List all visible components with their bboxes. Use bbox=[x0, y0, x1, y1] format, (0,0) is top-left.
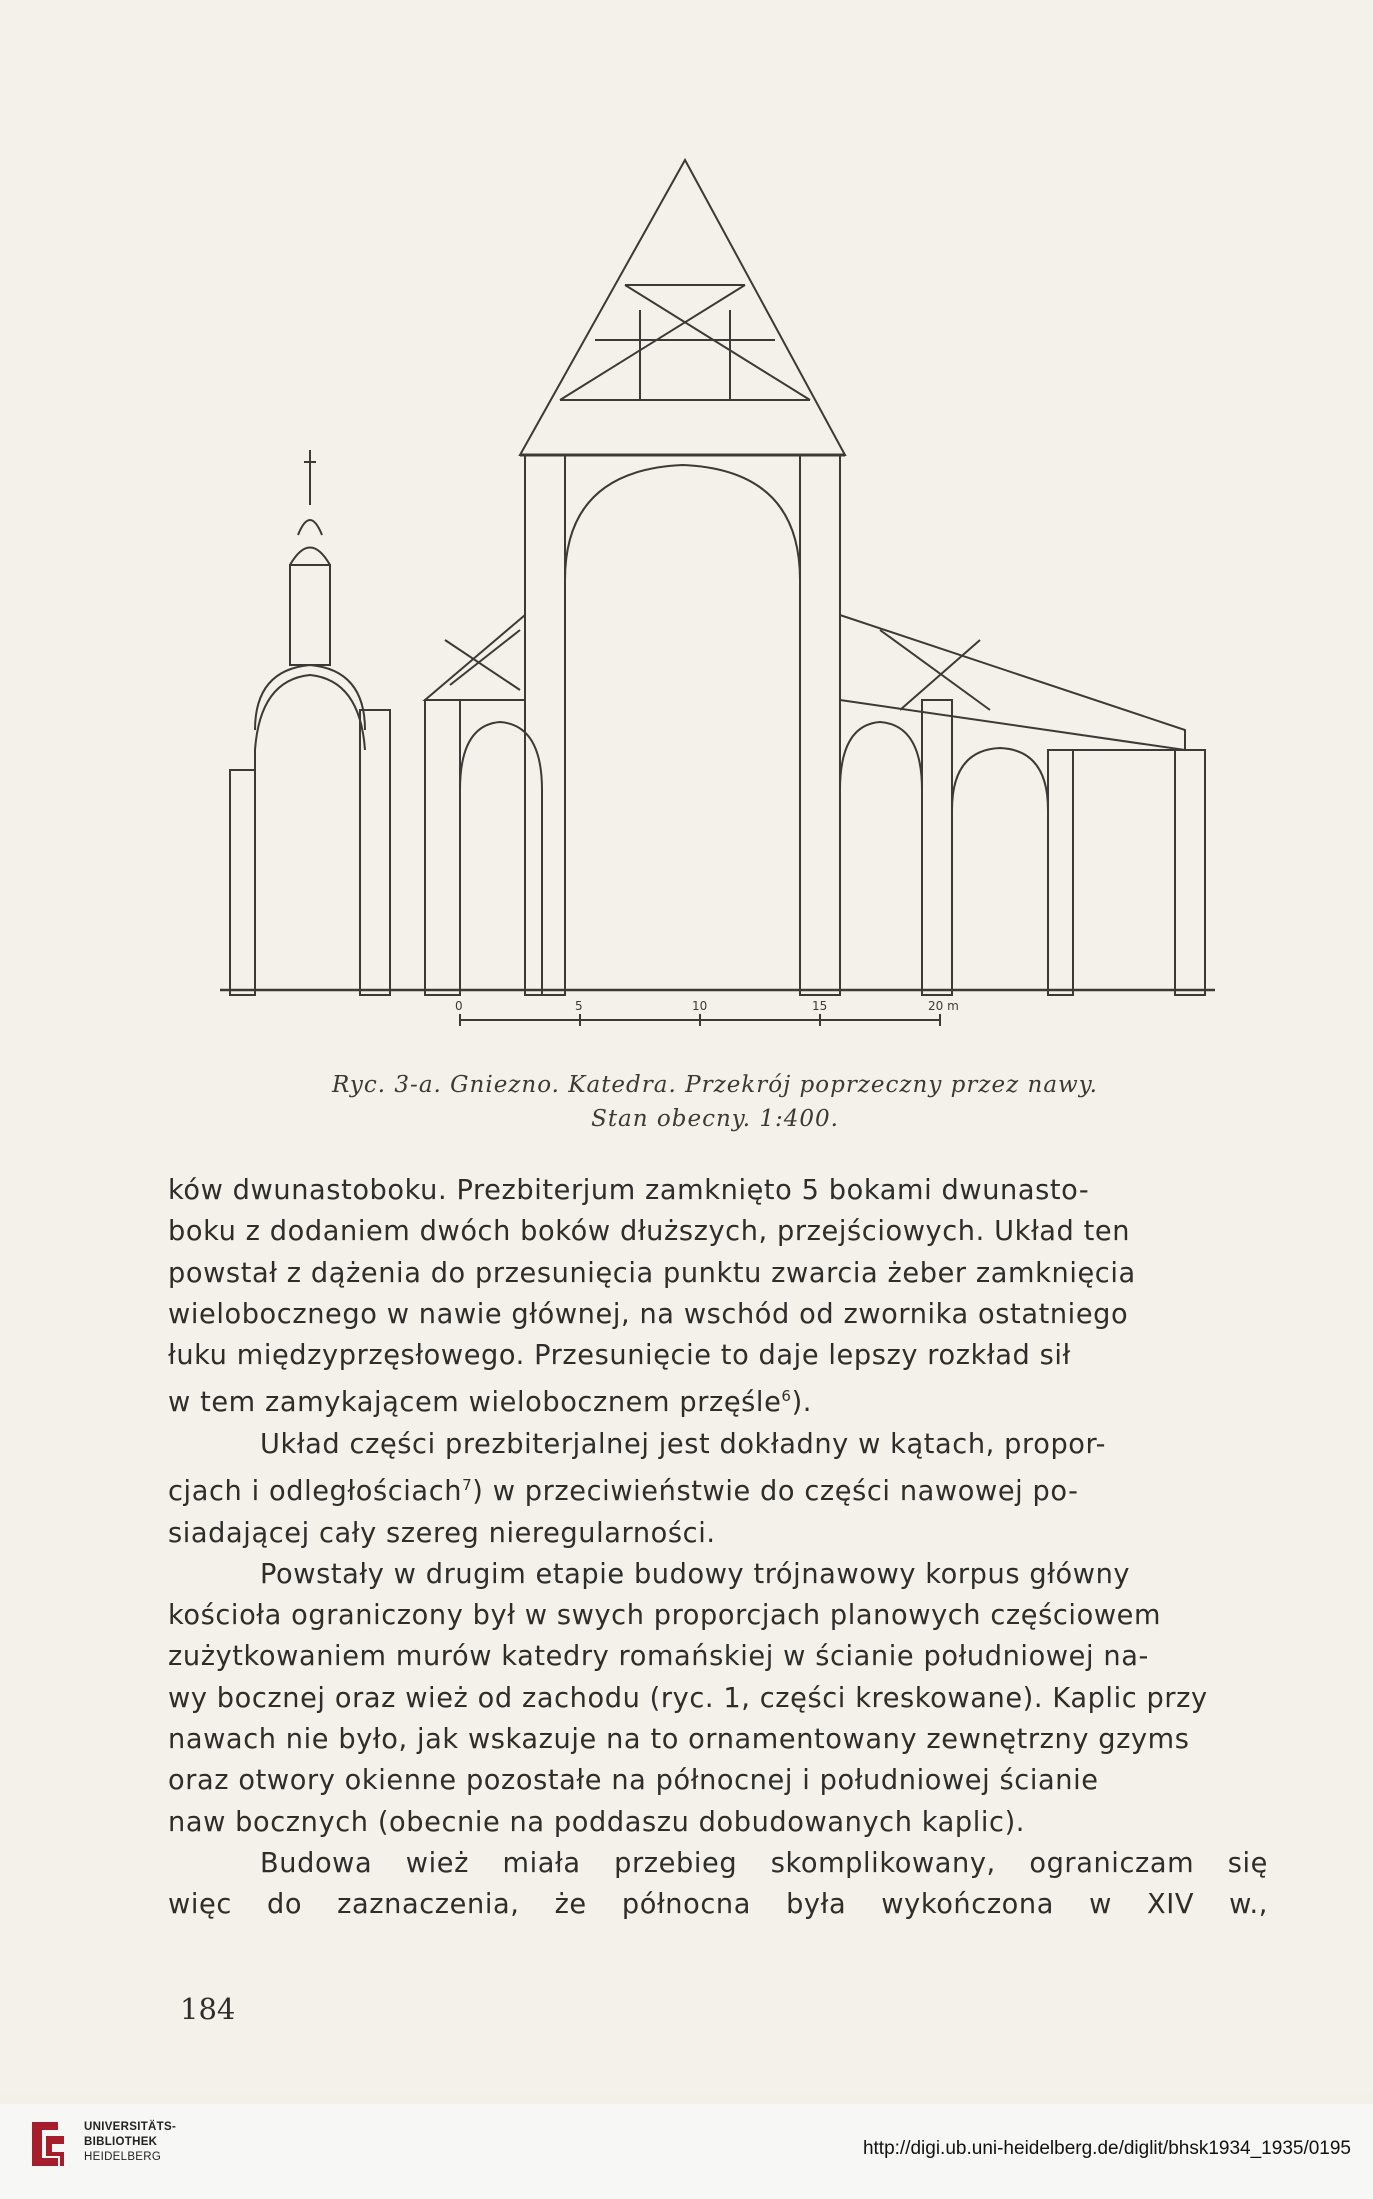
text-fragment: w tem zamykającem wielobocznem przęśle bbox=[168, 1387, 782, 1419]
library-name bbox=[84, 2120, 176, 2165]
text-line: wy bocznej oraz wież od zachodu (ryc. 1, części kreskowane). Kaplic przy bbox=[168, 1682, 1208, 1714]
scale-label-15: 15 bbox=[812, 999, 828, 1013]
body-text bbox=[168, 1170, 1268, 1925]
caption-line-1: Ryc. 3-a. Gniezno. Katedra. Przekrój poprzeczny przez nawy. bbox=[332, 1072, 1098, 1098]
caption-line-2: Stan obecny. 1:400. bbox=[591, 1106, 839, 1132]
scale-label-5: 5 bbox=[575, 999, 583, 1013]
scale-label-20m: 20 m bbox=[928, 999, 959, 1013]
text-line: siadającej cały szereg nieregularności. bbox=[168, 1517, 716, 1549]
text-line: ków dwunastoboku. Prezbiterjum zamknięto 5 bokami dwunasto- bbox=[168, 1175, 1090, 1206]
paragraph-3 bbox=[168, 1554, 1268, 1843]
cathedral-cross-section-drawing bbox=[200, 110, 1230, 1040]
paragraph-2 bbox=[168, 1424, 1268, 1554]
text-line: naw bocznych (obecnie na poddaszu dobudowanych kaplic). bbox=[168, 1806, 1026, 1838]
footer-bar bbox=[0, 2104, 1373, 2199]
footnote-mark: 7 bbox=[462, 1476, 473, 1495]
text-fragment: ) bbox=[472, 1476, 484, 1508]
text-line-with-footnote bbox=[168, 1376, 1268, 1423]
library-logo-icon bbox=[24, 2116, 72, 2172]
paragraph-4 bbox=[168, 1843, 1268, 1926]
source-url-link[interactable]: http://digi.ub.uni-heidelberg.de/diglit/bhsk1934_1935/0195 bbox=[862, 2138, 1351, 2159]
text-line: więc do zaznaczenia, że północna była wykończona w XIV w., bbox=[168, 1889, 1268, 1921]
scale-label-10: 10 bbox=[692, 999, 708, 1013]
cross-section-figure bbox=[200, 110, 1230, 1040]
library-name-line-1: UNIVERSITÄTS- bbox=[84, 2121, 177, 2133]
paragraph-1 bbox=[168, 1170, 1268, 1424]
text-line: powstał z dążenia do przesunięcia punktu zwarcia żeber zamknięcia bbox=[168, 1257, 1136, 1289]
text-line: wielobocznego w nawie głównej, na wschód od zwornika ostatniego bbox=[168, 1298, 1129, 1330]
text-line: kościoła ograniczony był w swych proporcjach planowych częściowem bbox=[168, 1600, 1162, 1632]
text-line: zużytkowaniem murów katedry romańskiej w ścianie południowej na- bbox=[168, 1641, 1149, 1673]
text-line: Układ części prezbiterjalnej jest dokładny w kątach, propor- bbox=[260, 1428, 1106, 1460]
text-line: nawach nie było, jak wskazuje na to ornamentowany zewnętrzny gzyms bbox=[168, 1723, 1190, 1755]
library-name-line-2: BIBLIOTHEK bbox=[84, 2136, 158, 2148]
text-line: Budowa wież miała przebieg skomplikowany, ograniczam się bbox=[260, 1847, 1268, 1879]
figure-caption bbox=[200, 1068, 1230, 1136]
text-line: oraz otwory okienne pozostałe na północnej i południowej ścianie bbox=[168, 1765, 1099, 1797]
text-line: Powstały w drugim etapie budowy trójnawowy korpus główny bbox=[260, 1558, 1131, 1590]
page-number: 184 bbox=[180, 1992, 236, 2026]
text-line: boku z dodaniem dwóch boków dłuższych, przejściowych. Układ ten bbox=[168, 1216, 1131, 1248]
text-fragment: w przeciwieństwie do części nawowej po- bbox=[492, 1476, 1079, 1508]
text-fragment: cjach i odległościach bbox=[168, 1476, 463, 1508]
footnote-mark: 6 bbox=[781, 1387, 792, 1406]
scale-label-0: 0 bbox=[455, 999, 463, 1013]
text-fragment: ). bbox=[791, 1387, 813, 1419]
text-line-with-footnote bbox=[168, 1465, 1268, 1512]
library-name-line-3: HEIDELBERG bbox=[84, 2151, 162, 2163]
text-line: łuku międzyprzęsłowego. Przesunięcie to daje lepszy rozkład sił bbox=[168, 1340, 1071, 1372]
